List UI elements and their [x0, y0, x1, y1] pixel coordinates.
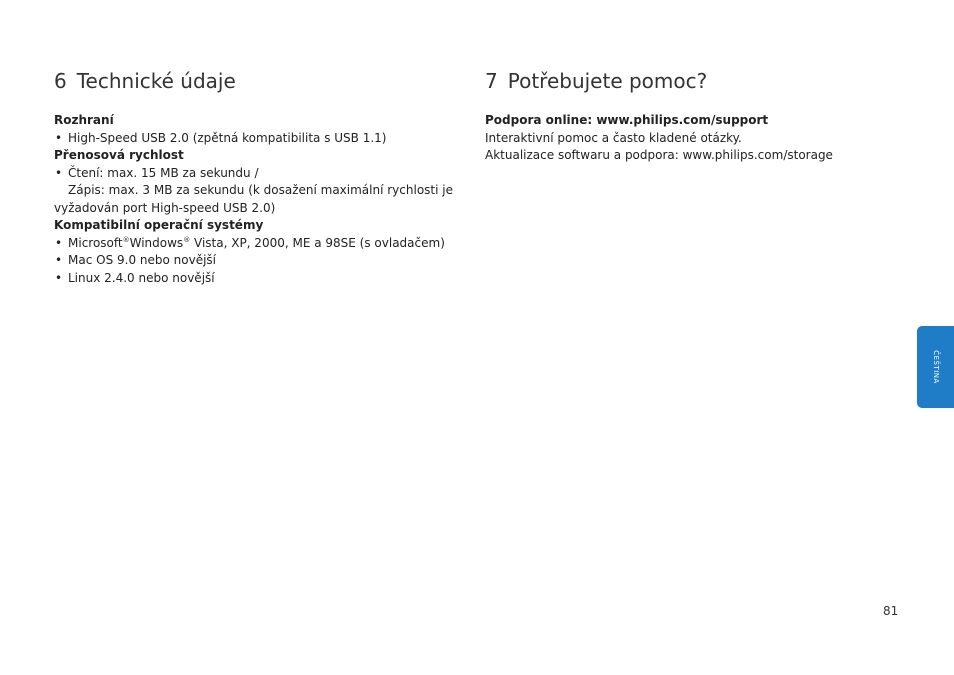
transfer-write-line: Zápis: max. 3 MB za sekundu (k dosažení maximální rychlosti je: [68, 183, 453, 197]
help-line-faq: Interaktivní pomoc a často kladené otázky.: [485, 130, 742, 145]
os-heading: Kompatibilní operační systémy: [54, 218, 264, 232]
transfer-read-line: • Čtení: max. 15 MB za sekundu /: [68, 165, 259, 180]
section-number: 6: [54, 69, 67, 93]
list-item: [54, 235, 454, 253]
section-title-need-help: [485, 68, 885, 94]
transfer-rate-heading: Přenosová rychlost: [54, 148, 184, 162]
interface-list: [54, 130, 454, 148]
page-number: 81: [883, 604, 899, 618]
section-title-text: Potřebujete pomoc?: [507, 69, 708, 93]
os-list: [54, 235, 454, 288]
list-item: • High-Speed USB 2.0 (zpětná kompatibilita s USB 1.1): [54, 130, 454, 148]
language-tab: [917, 326, 954, 408]
section-title-text: Technické údaje: [76, 69, 236, 93]
list-item: • Mac OS 9.0 nebo novější: [54, 252, 454, 270]
registered-mark: ®: [183, 235, 191, 244]
interface-heading: Rozhraní: [54, 113, 114, 127]
help-line-software-updates: Aktualizace softwaru a podpora: www.philips.com/storage: [485, 148, 833, 162]
list-item: [54, 165, 454, 218]
os-microsoft-text: Microsoft: [68, 235, 123, 250]
section-technical-data: [54, 68, 454, 287]
registered-mark: ®: [122, 235, 130, 244]
list-item: • Linux 2.4.0 nebo novější: [54, 270, 454, 288]
section-need-help: [485, 68, 885, 165]
os-windows-versions: Vista, XP, 2000, ME a 98SE (s ovladačem): [190, 235, 445, 250]
online-support-heading: Podpora online: www.philips.com/support: [485, 113, 769, 127]
os-windows-text: Windows: [129, 235, 184, 250]
transfer-note-line: vyžadován port High-speed USB 2.0): [54, 200, 276, 215]
section-number: 7: [485, 69, 498, 93]
language-tab-label: ČEŠTINA: [931, 350, 940, 384]
section-title-technical-data: [54, 68, 454, 94]
transfer-rate-list: [54, 165, 454, 218]
